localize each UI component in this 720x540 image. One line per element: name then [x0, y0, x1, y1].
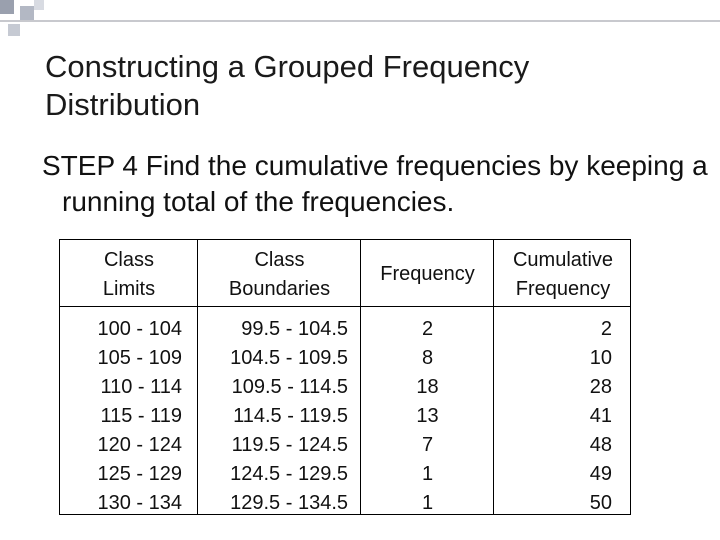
table-header [60, 240, 630, 307]
step-text: STEP 4 Find the cumulative frequencies by keeping a running total of the frequencies. [42, 150, 708, 217]
table-cell-limits: 100 - 104 [97, 318, 182, 340]
table-cell-cumulative: 41 [589, 405, 612, 427]
table-cell-boundaries: 114.5 - 119.5 [233, 405, 348, 427]
table-cell-cumulative: 10 [589, 347, 612, 369]
header-frequency [361, 260, 494, 289]
header-text: Class [103, 249, 154, 271]
table-cell-cumulative: 28 [589, 376, 612, 398]
table-cell-frequency: 13 [416, 405, 439, 427]
table-cell-frequency: 8 [421, 347, 434, 369]
table-cell-boundaries: 99.5 - 104.5 [241, 318, 348, 340]
header-text: Cumulative [512, 249, 614, 271]
table-cell-boundaries: 124.5 - 129.5 [230, 463, 348, 485]
slide-title [45, 48, 529, 124]
header-class-limits [60, 246, 198, 304]
table-cell-frequency: 18 [416, 376, 439, 398]
table-cell-frequency: 2 [421, 318, 434, 340]
table-cell-boundaries: 104.5 - 109.5 [230, 347, 348, 369]
header-cumulative-frequency [494, 246, 632, 304]
table-cell-limits: 125 - 129 [97, 463, 182, 485]
frequency-table [59, 239, 631, 515]
table-cell-boundaries: 119.5 - 124.5 [231, 434, 348, 456]
table-cell-limits: 130 - 134 [97, 492, 182, 514]
table-cell-boundaries: 129.5 - 134.5 [230, 492, 348, 514]
header-text: Class [254, 249, 305, 271]
table-cell-limits: 110 - 114 [100, 376, 182, 398]
table-cell-boundaries: 109.5 - 114.5 [231, 376, 348, 398]
corner-decoration [0, 0, 720, 50]
table-cell-frequency: 7 [421, 434, 434, 456]
header-text: Limits [102, 278, 156, 300]
header-text: Frequency [515, 278, 611, 300]
header-text: Boundaries [228, 278, 331, 300]
header-text: Frequency [380, 263, 475, 285]
table-cell-cumulative: 48 [589, 434, 612, 456]
table-cell-cumulative: 49 [589, 463, 612, 485]
title-line-2: Distribution [45, 87, 201, 122]
table-cell-limits: 105 - 109 [97, 347, 182, 369]
table-cell-limits: 115 - 119 [100, 405, 182, 427]
header-class-boundaries [198, 246, 361, 304]
title-line-1: Constructing a Grouped Frequency [45, 49, 530, 84]
table-cell-limits: 120 - 124 [97, 434, 182, 456]
table-cell-frequency: 1 [421, 492, 434, 514]
table-cell-frequency: 1 [421, 463, 434, 485]
table-cell-cumulative: 50 [589, 492, 612, 514]
table-cell-cumulative: 2 [600, 318, 612, 340]
table-body [60, 307, 630, 514]
